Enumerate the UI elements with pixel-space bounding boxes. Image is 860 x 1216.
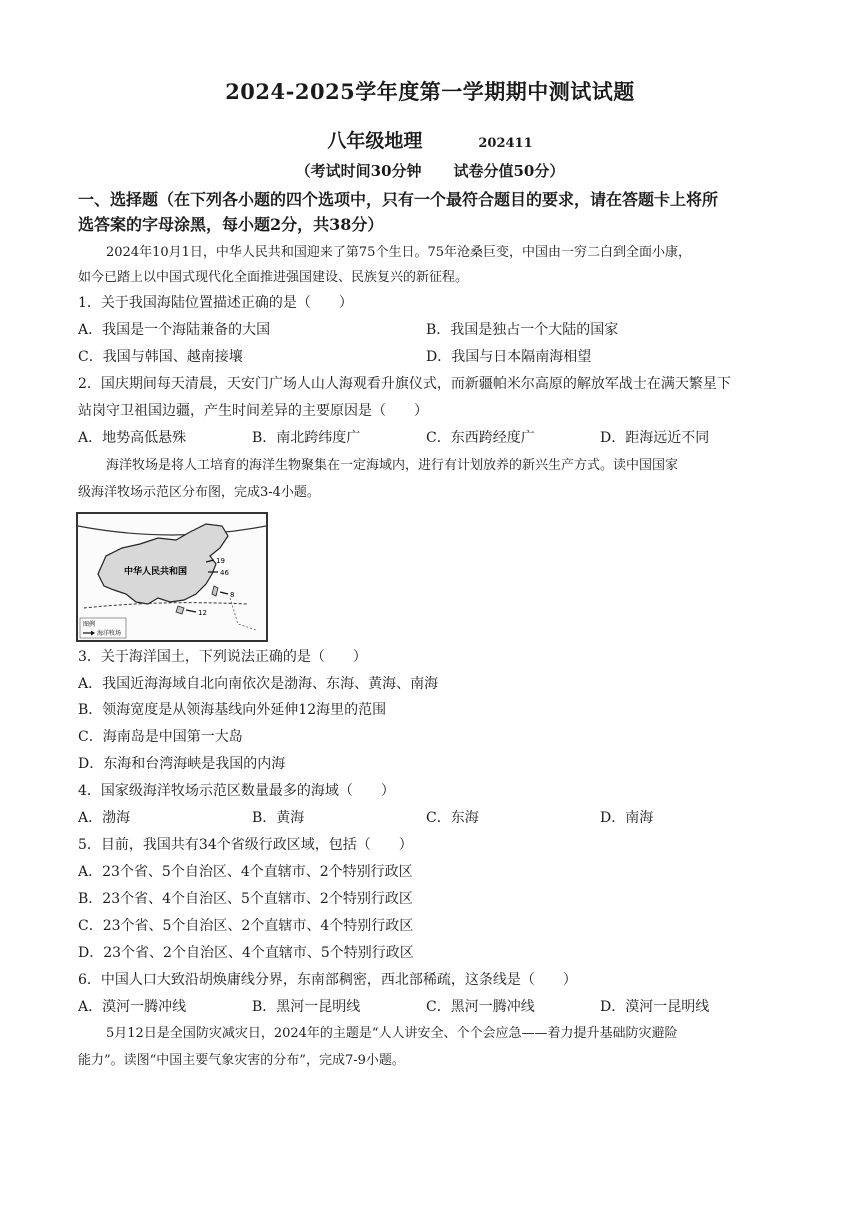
map-count-12: 12 xyxy=(198,609,207,617)
intro-paragraph-3-cont: 能力”。读图“中国主要气象灾害的分布”，完成7-9小题。 xyxy=(78,1053,405,1068)
q2-option-c[interactable]: C．东西跨经度广 xyxy=(426,430,535,446)
subject-label: 八年级地理 xyxy=(327,130,423,152)
china-landmass xyxy=(98,524,228,604)
q2-option-d[interactable]: D．距海远近不同 xyxy=(600,430,710,446)
exam-subtitle xyxy=(0,126,860,153)
intro-paragraph-cont: 如今已踏上以中国式现代化全面推进强国建设、民族复兴的新征程。 xyxy=(78,270,469,285)
map-country-label: 中华人民共和国 xyxy=(124,567,188,577)
map-graticule-curve xyxy=(78,526,266,535)
q6-option-a[interactable]: A．漠河一腾冲线 xyxy=(78,999,187,1015)
hainan-island xyxy=(176,606,184,614)
question-5-stem: 5．目前，我国共有34个省级行政区域，包括（ ） xyxy=(78,837,413,853)
map-dashed-line xyxy=(84,603,248,608)
q2-option-a[interactable]: A．地势高低悬殊 xyxy=(78,430,187,446)
intro-paragraph-3: 5月12日是全国防灾减灾日，2024年的主题是“人人讲安全、个个会应急——着力提升基础防灾避险 xyxy=(106,1026,678,1041)
q1-option-d[interactable]: D．我国与日本隔南海相望 xyxy=(426,349,592,365)
exam-title: 2024-2025学年度第一学期期中测试试题 xyxy=(225,79,635,104)
intro-paragraph-2: 海洋牧场是将人工培育的海洋生物聚集在一定海域内，进行有计划放养的新兴生产方式。读中国国家 xyxy=(106,458,679,473)
map-count-8: 8 xyxy=(230,591,235,599)
intro-paragraph: 2024年10月1日，中华人民共和国迎来了第75个生日。75年沧桑巨变，中国由一穷二白到全面小康， xyxy=(106,245,691,260)
map-count-19: 19 xyxy=(216,557,225,565)
question-3-stem: 3．关于海洋国土，下列说法正确的是（ ） xyxy=(78,649,367,665)
marker-8-arrow xyxy=(220,592,228,594)
q3-option-b[interactable]: B．领海宽度是从领海基线向外延伸12海里的范围 xyxy=(78,702,387,718)
exam-time: （考试时间30分钟 xyxy=(295,162,422,180)
exam-code: 202411 xyxy=(478,136,533,151)
question-1-stem: 1．关于我国海陆位置描述正确的是（ ） xyxy=(78,295,353,311)
q5-option-d[interactable]: D．23个省、2个自治区、4个直辖市、5个特别行政区 xyxy=(78,945,414,961)
section-heading-cont: 选答案的字母涂黑，每小题2分，共38分） xyxy=(78,215,384,234)
question-2-stem: 2．国庆期间每天清晨，天安门广场人山人海观看升旗仪式，而新疆帕米尔高原的解放军战士在满天繁星下 xyxy=(78,376,731,392)
q5-option-a[interactable]: A．23个省、5个自治区、4个直辖市、2个特别行政区 xyxy=(78,864,413,880)
q2-option-b[interactable]: B．南北跨纬度广 xyxy=(252,430,361,446)
china-map-graphic xyxy=(78,514,266,640)
q4-option-a[interactable]: A．渤海 xyxy=(78,810,131,826)
q3-option-d[interactable]: D．东海和台湾海峡是我国的内海 xyxy=(78,756,286,772)
q6-option-c[interactable]: C．黑河一腾冲线 xyxy=(426,999,535,1015)
section-heading: 一、选择题（在下列各小题的四个选项中，只有一个最符合题目的要求，请在答题卡上将所 xyxy=(78,190,719,209)
q5-option-c[interactable]: C．23个省、5个自治区、2个直辖市、4个特别行政区 xyxy=(78,918,414,934)
q3-option-a[interactable]: A．我国近海海域自北向南依次是渤海、东海、黄海、南海 xyxy=(78,676,439,692)
q4-option-b[interactable]: B．黄海 xyxy=(252,810,305,826)
map-legend-item: 海洋牧场 xyxy=(97,630,122,637)
intro-paragraph-2-cont: 级海洋牧场示范区分布图，完成3-4小题。 xyxy=(78,485,320,500)
q6-option-d[interactable]: D．漠河一昆明线 xyxy=(600,999,710,1015)
map-count-46: 46 xyxy=(220,569,229,577)
map-boundary-line xyxy=(230,598,256,630)
marker-12-arrow xyxy=(186,610,196,612)
q5-option-b[interactable]: B．23个省、4个自治区、5个直辖市、2个特别行政区 xyxy=(78,891,413,907)
question-6-stem: 6．中国人口大致沿胡焕庸线分界，东南部稠密，西北部稀疏，这条线是（ ） xyxy=(78,972,577,988)
question-2-stem-cont: 站岗守卫祖国边疆，产生时间差异的主要原因是（ ） xyxy=(78,403,428,419)
q3-option-c[interactable]: C．海南岛是中国第一大岛 xyxy=(78,729,243,745)
marine-ranch-map xyxy=(76,512,268,642)
exam-score: 试卷分值50分） xyxy=(453,162,565,180)
q6-option-b[interactable]: B．黑河一昆明线 xyxy=(252,999,361,1015)
q4-option-c[interactable]: C．东海 xyxy=(426,810,479,826)
question-4-stem: 4．国家级海洋牧场示范区数量最多的海域（ ） xyxy=(78,783,395,799)
map-legend-title: 图例 xyxy=(83,621,96,628)
q1-option-a[interactable]: A．我国是一个海陆兼备的大国 xyxy=(78,322,271,338)
q1-option-c[interactable]: C．我国与韩国、越南接壤 xyxy=(78,349,243,365)
exam-info xyxy=(0,160,860,181)
taiwan-island xyxy=(212,586,218,596)
q4-option-d[interactable]: D．南海 xyxy=(600,810,654,826)
q1-option-b[interactable]: B．我国是独占一个大陆的国家 xyxy=(426,322,619,338)
